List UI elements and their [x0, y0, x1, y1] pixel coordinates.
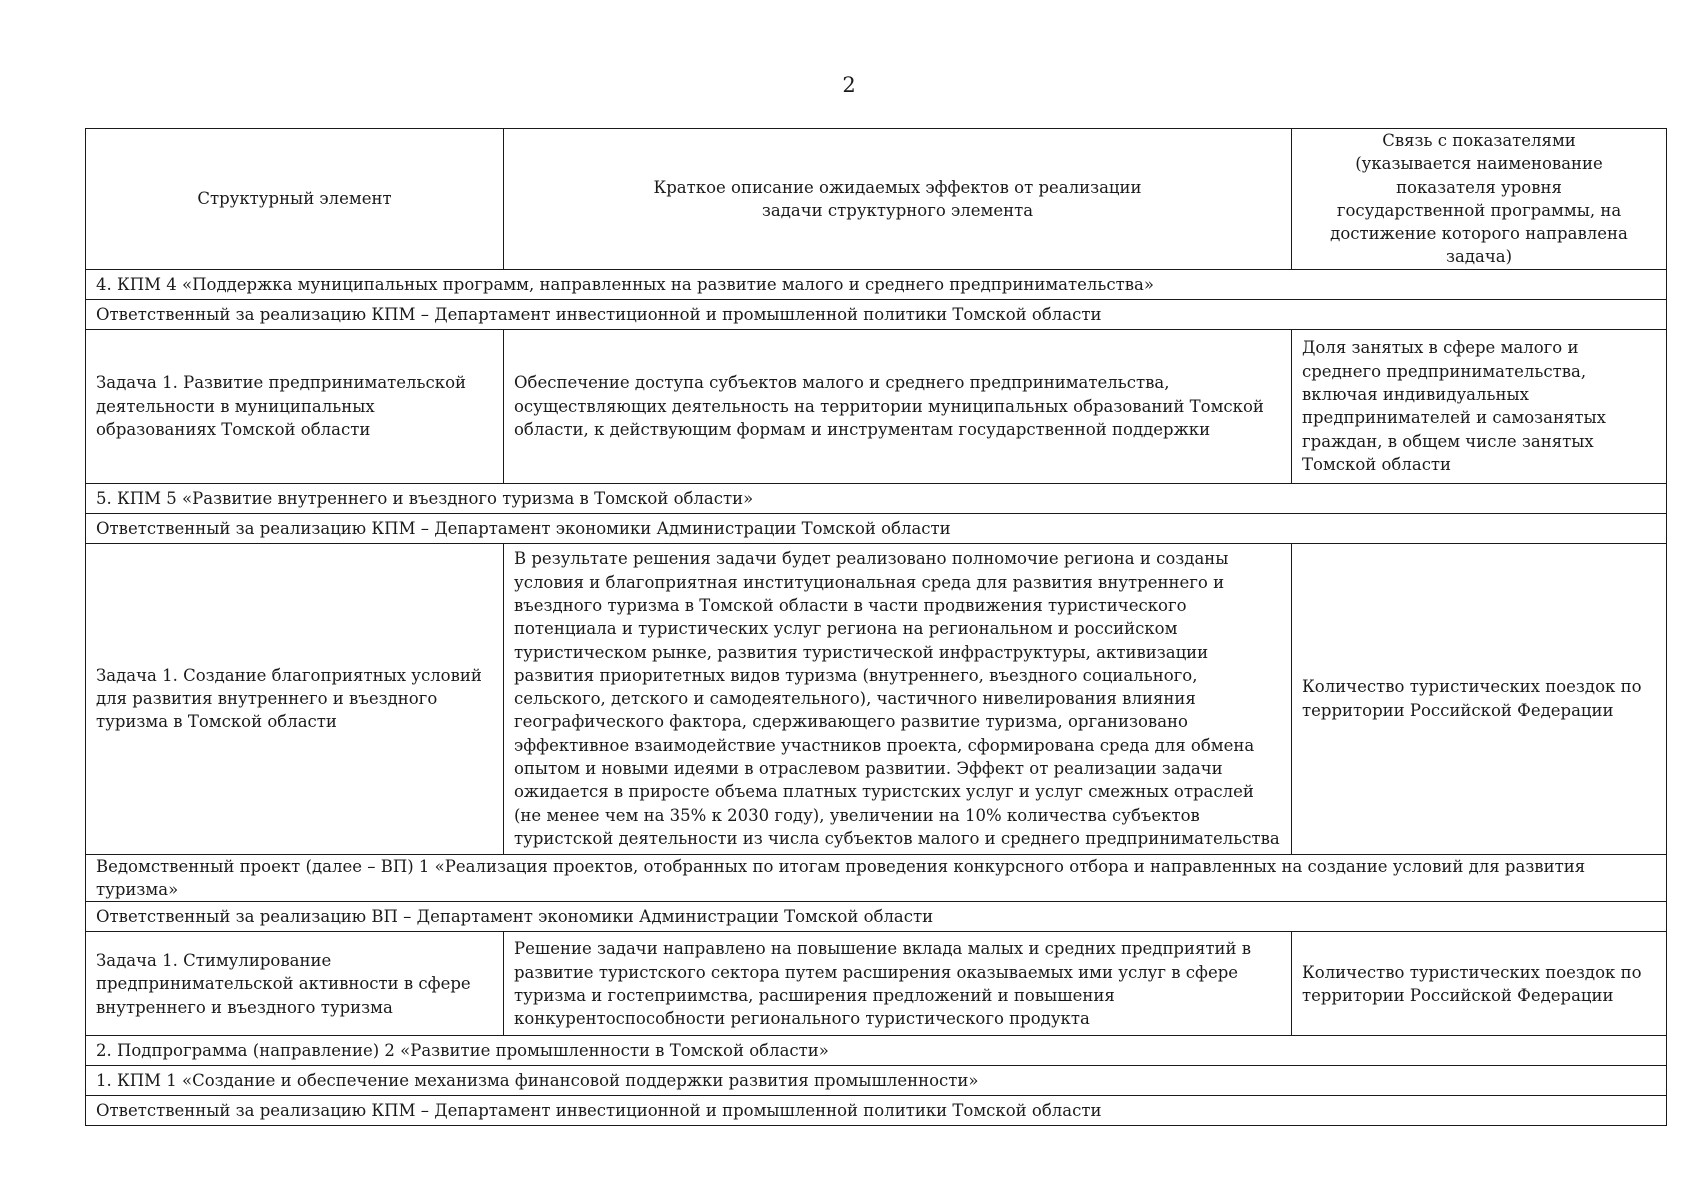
kpm4-task-row — [86, 329, 1667, 483]
kpm5-task-element: Задача 1. Создание благоприятных условий для развития внутреннего и въездного туризма в Томской области — [86, 543, 504, 854]
header-effects-description: Краткое описание ожидаемых эффектов от реализации задачи структурного элемента — [504, 129, 1292, 270]
vp1-responsible-row — [86, 902, 1667, 932]
vp1-responsible: Ответственный за реализацию ВП – Департамент экономики Администрации Томской области — [86, 902, 1667, 932]
kpm4-task-indicator: Доля занятых в сфере малого и среднего предпринимательства, включая индивидуальных предпринимателей и самозанятых граждан, в общем числе занятых Томской области — [1292, 329, 1667, 483]
kpm5-task-row — [86, 543, 1667, 854]
kpm1-title: 1. КПМ 1 «Создание и обеспечение механизма финансовой поддержки развития промышленности» — [86, 1066, 1667, 1096]
subprogram2-title: 2. Подпрограмма (направление) 2 «Развитие промышленности в Томской области» — [86, 1036, 1667, 1066]
kpm4-task-description: Обеспечение доступа субъектов малого и среднего предпринимательства, осуществляющих деятельность на территории муниципальных образований Томской области, к действующим формам и инструментам государственной поддержки — [504, 329, 1292, 483]
vp1-task-description: Решение задачи направлено на повышение вклада малых и средних предприятий в развитие туристского сектора путем расширения оказываемых ими услуг в сфере туризма и гостеприимства, расширения предложений и повышения конкурентоспособности регионального туристического продукта — [504, 932, 1292, 1036]
kpm1-responsible-row — [86, 1096, 1667, 1126]
kpm5-task-indicator: Количество туристических поездок по территории Российской Федерации — [1292, 543, 1667, 854]
subprogram2-title-row — [86, 1036, 1667, 1066]
table-header-row — [86, 129, 1667, 270]
vp1-title: Ведомственный проект (далее – ВП) 1 «Реализация проектов, отобранных по итогам проведения конкурсного отбора и направленных на создание условий для развития туризма» — [86, 854, 1667, 902]
kpm5-responsible-row — [86, 513, 1667, 543]
kpm4-responsible: Ответственный за реализацию КПМ – Департамент инвестиционной и промышленной политики Томской области — [86, 299, 1667, 329]
kpm5-responsible: Ответственный за реализацию КПМ – Департамент экономики Администрации Томской области — [86, 513, 1667, 543]
kpm5-title-row — [86, 483, 1667, 513]
kpm4-title: 4. КПМ 4 «Поддержка муниципальных программ, направленных на развитие малого и среднего предпринимательства» — [86, 269, 1667, 299]
kpm5-task-description: В результате решения задачи будет реализовано полномочие региона и созданы условия и благоприятная институциональная среда для развития внутреннего и въездного туризма в Томской области в части продвижения туристического потенциала и туристических услуг региона на региональном и российском туристическом рынке, развития туристической инфраструктуры, активизации развития приоритетных видов туризма (внутреннего, въездного социального, сельского, детского и самодеятельного), частичного нивелирования влияния географического фактора, сдерживающего развитие туризма, организовано эффективное взаимодействие участников проекта, сформирована среда для обмена опытом и новыми идеями в отраслевом развитии. Эффект от реализации задачи ожидается в приросте объема платных туристских услуг и услуг смежных отраслей (не менее чем на 35% к 2030 году), увеличении на 10% количества субъектов туристской деятельности из числа субъектов малого и среднего предпринимательства — [504, 543, 1292, 854]
vp1-task-row — [86, 932, 1667, 1036]
kpm1-title-row — [86, 1066, 1667, 1096]
kpm5-title: 5. КПМ 5 «Развитие внутреннего и въездного туризма в Томской области» — [86, 483, 1667, 513]
vp1-title-row — [86, 854, 1667, 902]
kpm4-responsible-row — [86, 299, 1667, 329]
structural-elements-table — [85, 128, 1667, 1126]
kpm4-task-element: Задача 1. Развитие предпринимательской деятельности в муниципальных образованиях Томской области — [86, 329, 504, 483]
vp1-task-indicator: Количество туристических поездок по территории Российской Федерации — [1292, 932, 1667, 1036]
vp1-task-element: Задача 1. Стимулирование предпринимательской активности в сфере внутреннего и въездного туризма — [86, 932, 504, 1036]
header-indicator-link: Связь с показателями (указывается наименование показателя уровня государственной программы, на достижение которого направлена задача) — [1292, 129, 1667, 270]
page-number: 2 — [842, 73, 856, 97]
header-structural-element: Структурный элемент — [86, 129, 504, 270]
kpm1-responsible: Ответственный за реализацию КПМ – Департамент инвестиционной и промышленной политики Томской области — [86, 1096, 1667, 1126]
kpm4-title-row — [86, 269, 1667, 299]
